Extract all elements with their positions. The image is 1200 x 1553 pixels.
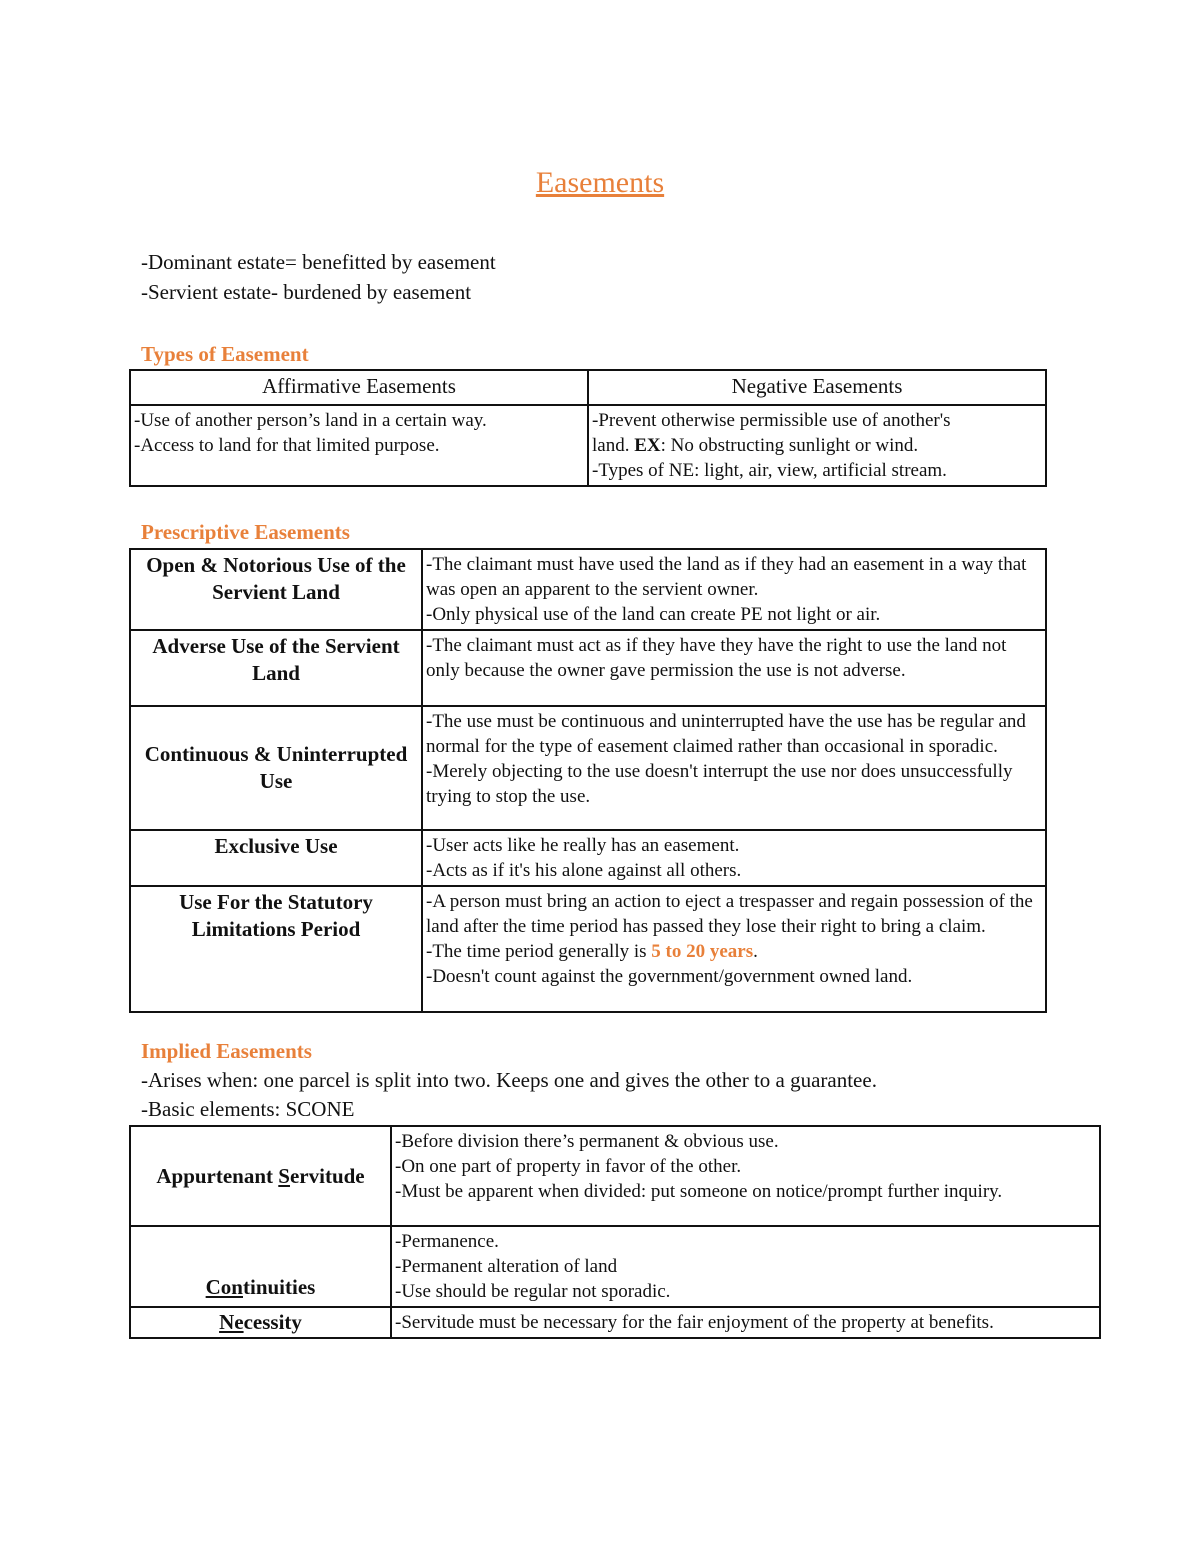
row-key: Continuous & Uninterrupted Use: [130, 706, 422, 830]
row-key: Adverse Use of the Servient Land: [130, 630, 422, 706]
intro-line-dominant: -Dominant estate= benefitted by easement: [141, 250, 496, 274]
row-value: [422, 549, 1046, 630]
implied-table: [129, 1125, 1101, 1339]
value-line: -Acts as if it's his alone against all others.: [426, 860, 742, 881]
negative-line-text: : No obstructing sunlight or wind.: [660, 435, 919, 456]
negative-cell: [588, 405, 1046, 486]
affirmative-header: Affirmative Easements: [130, 370, 588, 405]
row-key: [130, 1307, 391, 1338]
value-line: -Doesn't count against the government/government owned land.: [426, 966, 913, 987]
table-row: [130, 630, 1046, 706]
types-table: [129, 369, 1047, 487]
table-row: [130, 1226, 1100, 1307]
value-line: -A person must bring an action to eject a trespasser and regain possession of the land after the time period has passed they lose their right to bring a claim.: [426, 891, 1033, 937]
row-key: [130, 1126, 391, 1226]
key-text: tinuities: [243, 1275, 316, 1299]
value-line: -Permanent alteration of land: [395, 1256, 618, 1277]
row-value: [422, 630, 1046, 706]
key-text: Appurtenant: [156, 1163, 279, 1188]
prescriptive-table: [129, 548, 1047, 1013]
negative-line-example: [592, 433, 1042, 458]
key-text: cessity: [243, 1310, 302, 1334]
row-key: Open & Notorious Use of the Servient Land: [130, 549, 422, 630]
table-row: [130, 405, 1046, 486]
row-key: [130, 1226, 391, 1307]
value-line: -Servitude must be necessary for the fair enjoyment of the property at benefits.: [395, 1312, 994, 1333]
value-line: -The claimant must have used the land as if they had an easement in a way that was open an apparent to the servient owner.: [426, 554, 1027, 600]
types-heading: Types of Easement: [141, 342, 309, 366]
example-label: EX: [634, 435, 661, 456]
table-row: [130, 706, 1046, 830]
row-value: [422, 886, 1046, 1012]
affirmative-line: -Access to land for that limited purpose.: [134, 435, 440, 456]
table-row: [130, 549, 1046, 630]
affirmative-cell: [130, 405, 588, 486]
implied-line-arises: -Arises when: one parcel is split into two. Keeps one and gives the other to a guarantee.: [141, 1068, 877, 1092]
value-line: -The use must be continuous and uninterrupted have the use has be regular and normal for the type of easement claimed rather than occasional in sporadic.: [426, 711, 1026, 757]
negative-header: Negative Easements: [588, 370, 1046, 405]
table-row: [130, 886, 1046, 1012]
value-line: -The claimant must act as if they have they have the right to use the land not only because the owner gave permission the use is not adverse.: [426, 635, 1007, 681]
row-key: Use For the Statutory Limitations Period: [130, 886, 422, 1012]
key-underlined: S: [278, 1163, 290, 1188]
value-line: -User acts like he really has an easement.: [426, 835, 740, 856]
intro-line-servient: -Servient estate- burdened by easement: [141, 280, 472, 304]
key-text: ervitude: [289, 1163, 365, 1188]
value-line: -Must be apparent when divided: put someone on notice/prompt further inquiry.: [395, 1181, 1003, 1202]
value-line: -Only physical use of the land can create PE not light or air.: [426, 604, 881, 625]
value-line-period: [426, 939, 1042, 964]
table-header-row: [130, 370, 1046, 405]
table-row: [130, 1307, 1100, 1338]
period-suffix: .: [753, 941, 758, 962]
value-line: -On one part of property in favor of the other.: [395, 1156, 742, 1177]
value-line: -Before division there’s permanent & obvious use.: [395, 1131, 779, 1152]
row-value: [391, 1226, 1100, 1307]
key-underlined: Ne: [219, 1310, 244, 1334]
negative-line: -Prevent otherwise permissible use of another's: [592, 410, 951, 431]
period-prefix: -The time period generally is: [426, 941, 652, 962]
value-line: -Use should be regular not sporadic.: [395, 1281, 671, 1302]
implied-line-elements: -Basic elements: SCONE: [141, 1097, 355, 1121]
implied-heading: Implied Easements: [141, 1039, 312, 1063]
row-value: [422, 830, 1046, 886]
row-value: [391, 1307, 1100, 1338]
page-title: Easements: [535, 166, 665, 199]
affirmative-line: -Use of another person’s land in a certain way.: [134, 410, 487, 431]
row-value: [391, 1126, 1100, 1226]
row-value: [422, 706, 1046, 830]
table-row: [130, 830, 1046, 886]
row-key: Exclusive Use: [130, 830, 422, 886]
negative-line: -Types of NE: light, air, view, artificial stream.: [592, 460, 947, 481]
value-line: -Merely objecting to the use doesn't interrupt the use nor does unsuccessfully trying to stop the use.: [426, 761, 1013, 807]
negative-line-text: land.: [592, 435, 635, 456]
prescriptive-heading: Prescriptive Easements: [141, 520, 350, 544]
table-row: [130, 1126, 1100, 1226]
period-value: 5 to 20 years: [651, 941, 754, 962]
key-underlined: Con: [205, 1275, 243, 1299]
value-line: -Permanence.: [395, 1231, 499, 1252]
